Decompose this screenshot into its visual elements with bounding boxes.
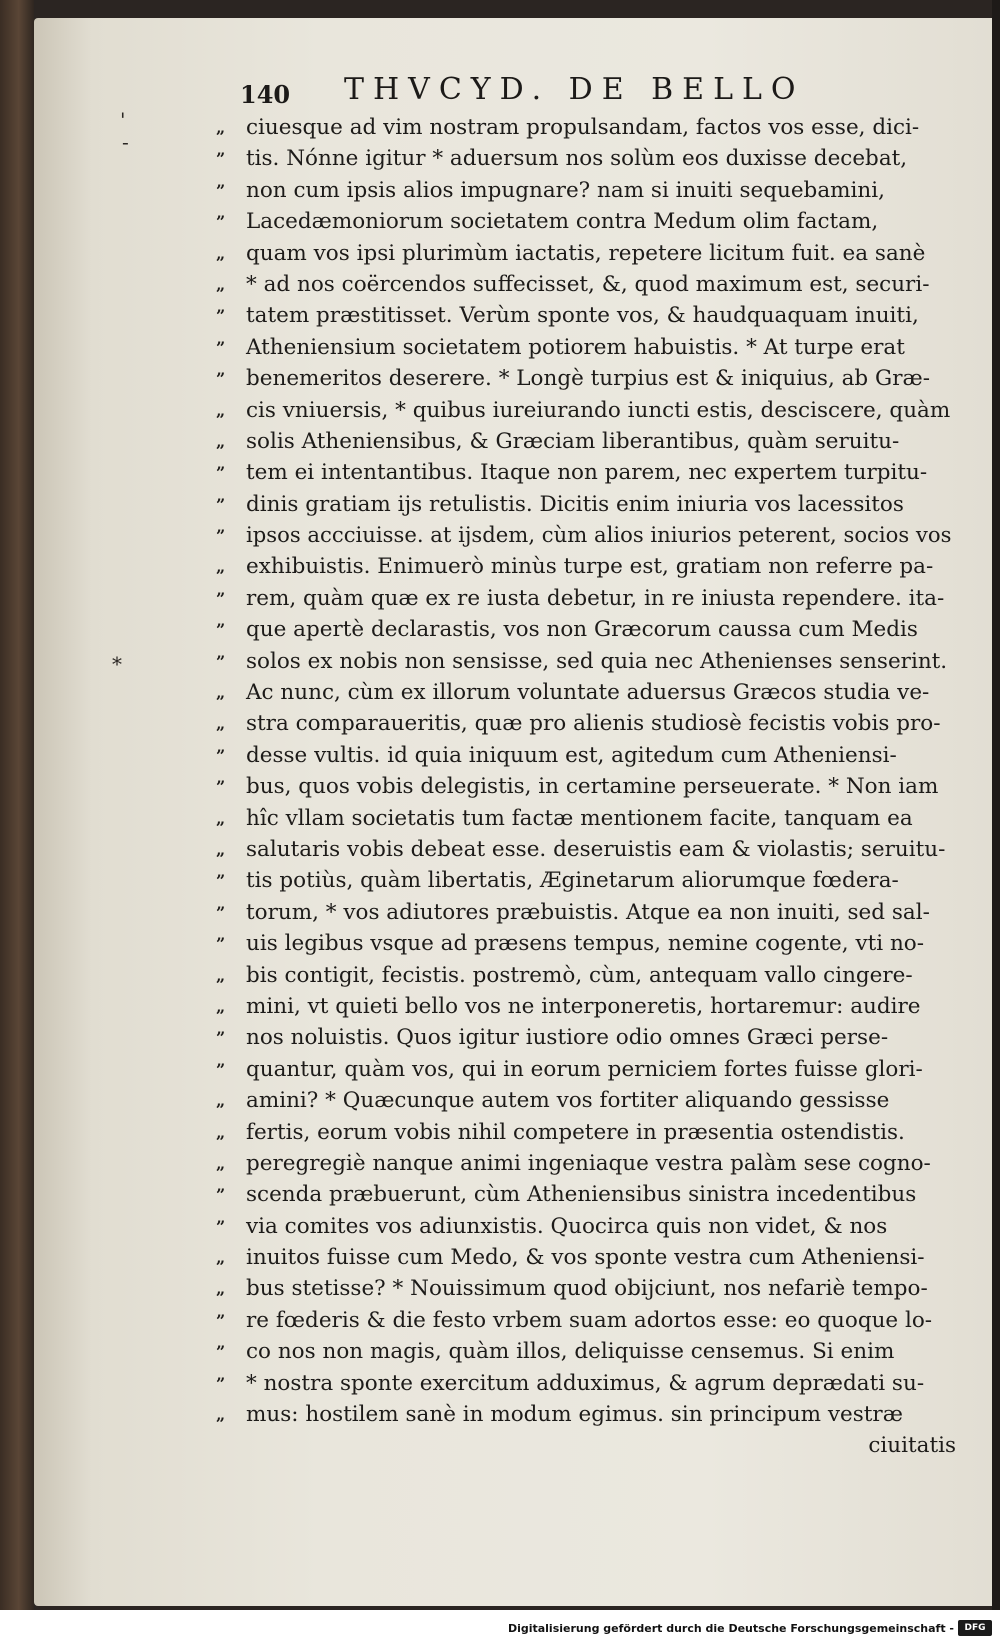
quotation-mark: ” [216,1310,226,1330]
quotation-mark: ” [216,777,226,797]
line-text: nos noluistis. Quos igitur iustiore odio omnes Græci perse- [246,1025,889,1051]
line-text: solis Atheniensibus, & Græciam liberantibus, quàm seruitu- [246,428,900,454]
line-text: scenda præbuerunt, cùm Atheniensibus sinistra incedentibus [246,1182,917,1208]
line-text: mus: hostilem sanè in modum egimus. sin principum vestræ [246,1402,903,1428]
quotation-mark: ” [216,180,226,200]
text-line [216,740,956,771]
line-text: tis. Nónne igitur * aduersum nos solùm eos duxisse decebat, [246,146,908,172]
line-text: que apertè declarastis, vos non Græcorum caussa cum Medis [246,617,918,643]
quotation-mark: ” [216,1028,226,1048]
line-text: mini, vt quieti bello vos ne interponeretis, hortaremur: audire [246,993,921,1019]
text-line [216,238,956,269]
quotation-mark: ” [216,1216,226,1236]
text-line [216,332,956,363]
quotation-mark: ” [216,1059,226,1079]
quotation-mark: „ [216,965,226,985]
line-text: bus, quos vobis delegistis, in certamine perseuerate. * Non iam [246,774,939,800]
text-line [216,300,956,331]
line-text: non cum ipsis alios impugnare? nam si inuiti sequebamini, [246,177,885,203]
margin-mark: ' [120,108,126,132]
quotation-mark: ” [216,149,226,169]
quotation-mark: „ [216,683,226,703]
line-text: cis vniuersis, * quibus iureiurando iuncti estis, desciscere, quàm [246,397,951,423]
quotation-mark: ” [216,463,226,483]
line-text: bis contigit, fecistis. postremò, cùm, antequam vallo cingere- [246,962,913,988]
quotation-mark: ” [216,1342,226,1362]
text-line [216,1242,956,1273]
catchword-line [216,1430,956,1461]
line-text: stra comparaueritis, quæ pro alienis studiosè fecistis vobis pro- [246,711,941,737]
line-text: Lacedæmoniorum societatem contra Medum olim factam, [246,209,879,235]
text-line [216,395,956,426]
text-line [216,803,956,834]
text-line [216,928,956,959]
line-text: bus stetisse? * Nouissimum quod obijciunt, nos nefariè tempo- [246,1276,928,1302]
quotation-mark: ” [216,306,226,326]
line-text: amini? * Quæcunque autem vos fortiter aliquando gessisse [246,1088,890,1114]
margin-mark: - [122,130,129,154]
line-text: peregregiè nanque animi ingeniaque vestra palàm sese cogno- [246,1150,931,1176]
line-text: inuitos fuisse cum Medo, & vos sponte vestra cum Atheniensi- [246,1245,925,1271]
text-line [216,1022,956,1053]
line-text: co nos non magis, quàm illos, deliquisse censemus. Si enim [246,1339,895,1365]
text-line [216,143,956,174]
quotation-mark: ” [216,1373,226,1393]
quotation-mark: ” [216,745,226,765]
text-line [216,1085,956,1116]
line-text: tem ei intentantibus. Itaque non parem, nec expertem turpitu- [246,460,928,486]
line-text: dinis gratiam ijs retulistis. Dicitis enim iniuria vos lacessitos [246,491,904,517]
line-text: tis potiùs, quàm libertatis, Æginetarum aliorumque fœdera- [246,868,899,894]
quotation-mark: ” [216,871,226,891]
line-text: via comites vos adiunxistis. Quocirca quis non videt, & nos [246,1213,888,1239]
quotation-mark: „ [216,1248,226,1268]
quotation-mark: „ [216,1279,226,1299]
quotation-mark: ” [216,494,226,514]
page-edge [992,0,1000,1610]
catchword: ciuitatis [868,1433,956,1459]
quotation-mark: „ [216,1153,226,1173]
running-title: THVCYD. DE BELLO [344,72,805,107]
quotation-mark: „ [216,996,226,1016]
text-line [216,583,956,614]
text-line [216,1211,956,1242]
quotation-mark: „ [216,243,226,263]
text-line [216,269,956,300]
quotation-mark: „ [216,274,226,294]
text-line [216,834,956,865]
text-line [216,991,956,1022]
text-line [216,1368,956,1399]
quotation-mark: „ [216,714,226,734]
text-line [216,960,956,991]
text-line [216,865,956,896]
quotation-mark: ” [216,337,226,357]
line-text: quam vos ipsi plurimùm iactatis, repetere licitum fuit. ea sanè [246,240,926,266]
text-line [216,646,956,677]
quotation-mark: ” [216,588,226,608]
line-text: hîc vllam societatis tum factæ mentionem facite, tanquam ea [246,805,913,831]
line-text: * nostra sponte exercitum adduximus, & agrum deprædati su- [246,1370,925,1396]
page-number: 140 [240,80,291,109]
text-line [216,206,956,237]
quotation-mark: „ [216,431,226,451]
line-text: tatem præstitisset. Verùm sponte vos, & haudquaquam inuiti, [246,303,919,329]
line-text: rem, quàm quæ ex re iusta debetur, in re iniusta rependere. ita- [246,585,945,611]
quotation-mark: ” [216,526,226,546]
quotation-mark: „ [216,1091,226,1111]
text-line [216,1273,956,1304]
text-line [216,363,956,394]
quotation-mark: ” [216,934,226,954]
line-text: re fœderis & die festo vrbem suam adortos esse: eo quoque lo- [246,1307,933,1333]
line-text: solos ex nobis non sensisse, sed quia nec Athenienses senserint. [246,648,948,674]
text-line [216,677,956,708]
text-line [216,1148,956,1179]
quotation-mark: „ [216,118,226,137]
quotation-mark: ” [216,212,226,232]
text-line [216,112,956,143]
line-text: Atheniensium societatem potiorem habuistis. * At turpe erat [246,334,905,360]
text-line [216,1399,956,1430]
text-line [216,426,956,457]
book-spine [0,0,34,1610]
text-line [216,551,956,582]
text-line [216,1305,956,1336]
quotation-mark: ” [216,651,226,671]
margin-mark: * [112,652,122,676]
text-line [216,520,956,551]
text-line [216,1117,956,1148]
quotation-mark: „ [216,1122,226,1142]
line-text: quantur, quàm vos, qui in eorum perniciem fortes fuisse glori- [246,1056,923,1082]
text-line [216,1179,956,1210]
quotation-mark: „ [216,1405,226,1425]
line-text: torum, * vos adiutores præbuistis. Atque ea non inuiti, sed sal- [246,899,930,925]
text-line [216,1336,956,1367]
quotation-mark: „ [216,839,226,859]
quotation-mark: „ [216,808,226,828]
quotation-mark: „ [216,557,226,577]
text-line [216,897,956,928]
line-text: exhibuistis. Enimuerò minùs turpe est, gratiam non referre pa- [246,554,934,580]
line-text: salutaris vobis debeat esse. deseruistis eam & violastis; seruitu- [246,836,946,862]
text-line [216,614,956,645]
page-header [240,72,880,112]
quotation-mark: ” [216,902,226,922]
quotation-mark: ” [216,620,226,640]
line-text: benemeritos deserere. * Longè turpius est & iniquius, ab Græ- [246,366,930,392]
line-text: desse vultis. id quia iniquum est, agitedum cum Atheniensi- [246,742,897,768]
text-line [216,771,956,802]
line-text: uis legibus vsque ad præsens tempus, nemine cogente, vti no- [246,931,924,957]
text-line [216,489,956,520]
line-text: fertis, eorum vobis nihil competere in præsentia ostendistis. [246,1119,905,1145]
quotation-mark: „ [216,400,226,420]
line-text: ciuesque ad vim nostram propulsandam, factos vos esse, dici- [246,115,920,140]
text-line [216,708,956,739]
quotation-mark: ” [216,369,226,389]
text-line [216,1054,956,1085]
text-line [216,457,956,488]
dfg-logo: DFG [958,1620,992,1636]
line-text: ipsos accciuisse. at ijsdem, cùm alios iniurios peterent, socios vos [246,523,952,549]
line-text: * ad nos coërcendos suffecisset, &, quod maximum est, securi- [246,271,930,297]
line-text: Ac nunc, cùm ex illorum voluntate aduersus Græcos studia ve- [246,680,930,706]
footer-credit: Digitalisierung gefördert durch die Deutsche Forschungsgemeinschaft - [507,1622,954,1635]
text-line [216,175,956,206]
text-block [216,112,956,1462]
footer-bar [0,1614,1000,1646]
quotation-mark: ” [216,1185,226,1205]
